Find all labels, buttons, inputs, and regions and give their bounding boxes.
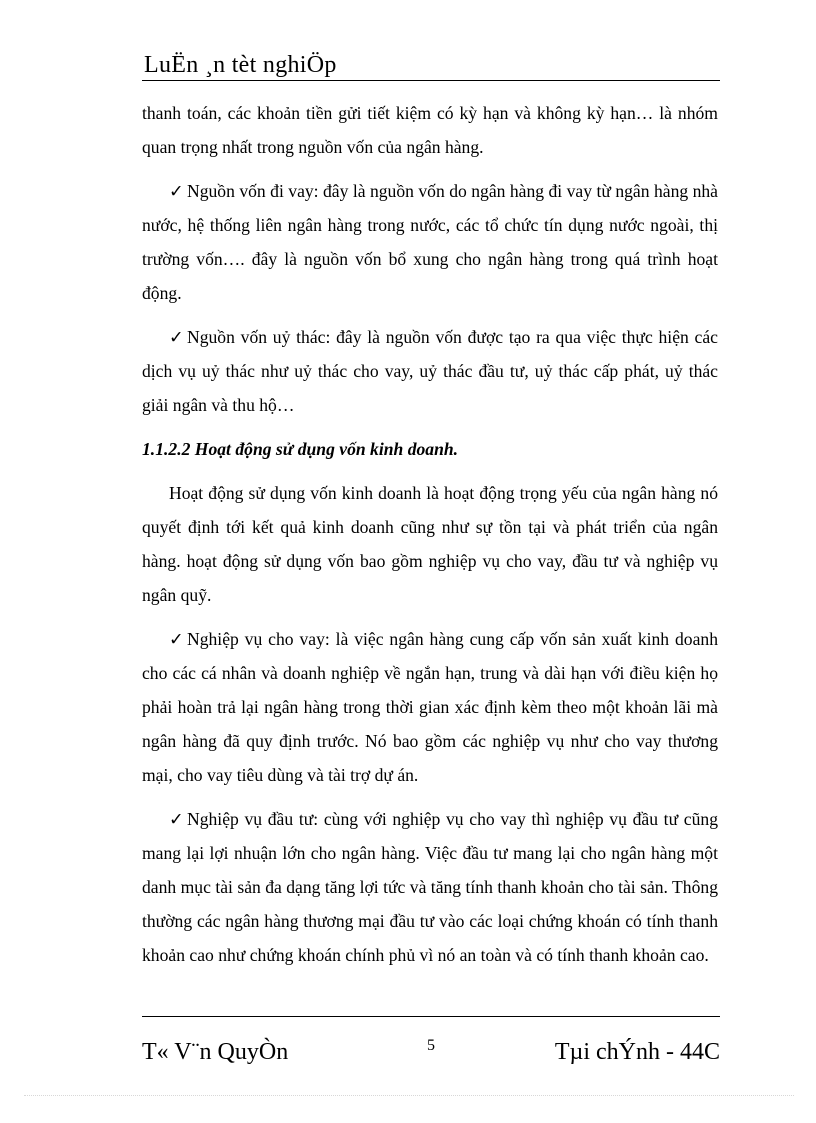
page-footer [142, 1016, 720, 1077]
paragraph-text: Nghiệp vụ cho vay: là việc ngân hàng cung cấp vốn sản xuất kinh doanh cho các cá nhân và doanh nghiệp về ngắn hạn, trung và dài hạn với điều kiện họ phải hoàn trả lại ngân hàng trong thời gian xác định kèm theo một khoản lãi mà ngân hàng đã quy định trước. Nó bao gồm các nghiệp vụ như cho vay thương mại, cho vay tiêu dùng và tài trợ dự án. [142, 629, 718, 785]
paragraph-investment [142, 802, 718, 972]
check-icon: ✓ [169, 629, 184, 649]
paragraph-continuation: thanh toán, các khoản tiền gửi tiết kiệm có kỳ hạn và không kỳ hạn… là nhóm quan trọng nhất trong nguồn vốn của ngân hàng. [142, 103, 718, 157]
paragraph-borrowed-capital [142, 174, 718, 310]
header-title: LuËn ¸n tèt nghiÖp [144, 52, 337, 78]
bottom-divider [24, 1095, 794, 1096]
paragraph-capital-usage: Hoạt động sử dụng vốn kinh doanh là hoạt động trọng yếu của ngân hàng nó quyết định tới kết quả kinh doanh cũng như sự tồn tại và phát triển của ngân hàng. hoạt động sử dụng vốn bao gồm nghiệp vụ cho vay, đầu tư và nghiệp vụ ngân quỹ. [142, 483, 718, 605]
paragraph-text: Nghiệp vụ đầu tư: cùng với nghiệp vụ cho vay thì nghiệp vụ đầu tư cũng mang lại lợi nhuận lớn cho ngân hàng. Việc đầu tư mang lại cho ngân hàng một danh mục tài sản đa dạng tăng lợi tức và tăng tính thanh khoản cho tài sản. Thông thường các ngân hàng thương mại đầu tư vào các loại chứng khoán có tính thanh khoản cao như chứng khoán chính phủ vì nó an toàn và có tính thanh khoản cao. [142, 809, 718, 965]
paragraph-text: Nguồn vốn uỷ thác: đây là nguồn vốn được tạo ra qua việc thực hiện các dịch vụ uỷ thác như uỷ thác cho vay, uỷ thác đầu tư, uỷ thác cấp phát, uỷ thác giải ngân và thu hộ… [142, 327, 718, 415]
footer-author: T« V¨n QuyÒn [142, 1039, 289, 1065]
check-icon: ✓ [169, 809, 184, 829]
paragraph-text: Nguồn vốn đi vay: đây là nguồn vốn do ngân hàng đi vay từ ngân hàng nhà nước, hệ thống liên ngân hàng trong nước, các tổ chức tín dụng nước ngoài, thị trường vốn…. đây là nguồn vốn bổ xung cho ngân hàng trong quá trình hoạt động. [142, 181, 718, 303]
section-heading: 1.1.2.2 Hoạt động sử dụng vốn kinh doanh. [142, 439, 459, 459]
page-header [142, 50, 720, 81]
paragraph-lending [142, 622, 718, 792]
page-number: 5 [427, 1037, 435, 1054]
document-body [142, 96, 718, 972]
footer-class: Tµi chÝnh - 44C [554, 1039, 720, 1065]
check-icon: ✓ [169, 327, 184, 347]
paragraph-trust-capital [142, 320, 718, 422]
check-icon: ✓ [169, 181, 184, 201]
